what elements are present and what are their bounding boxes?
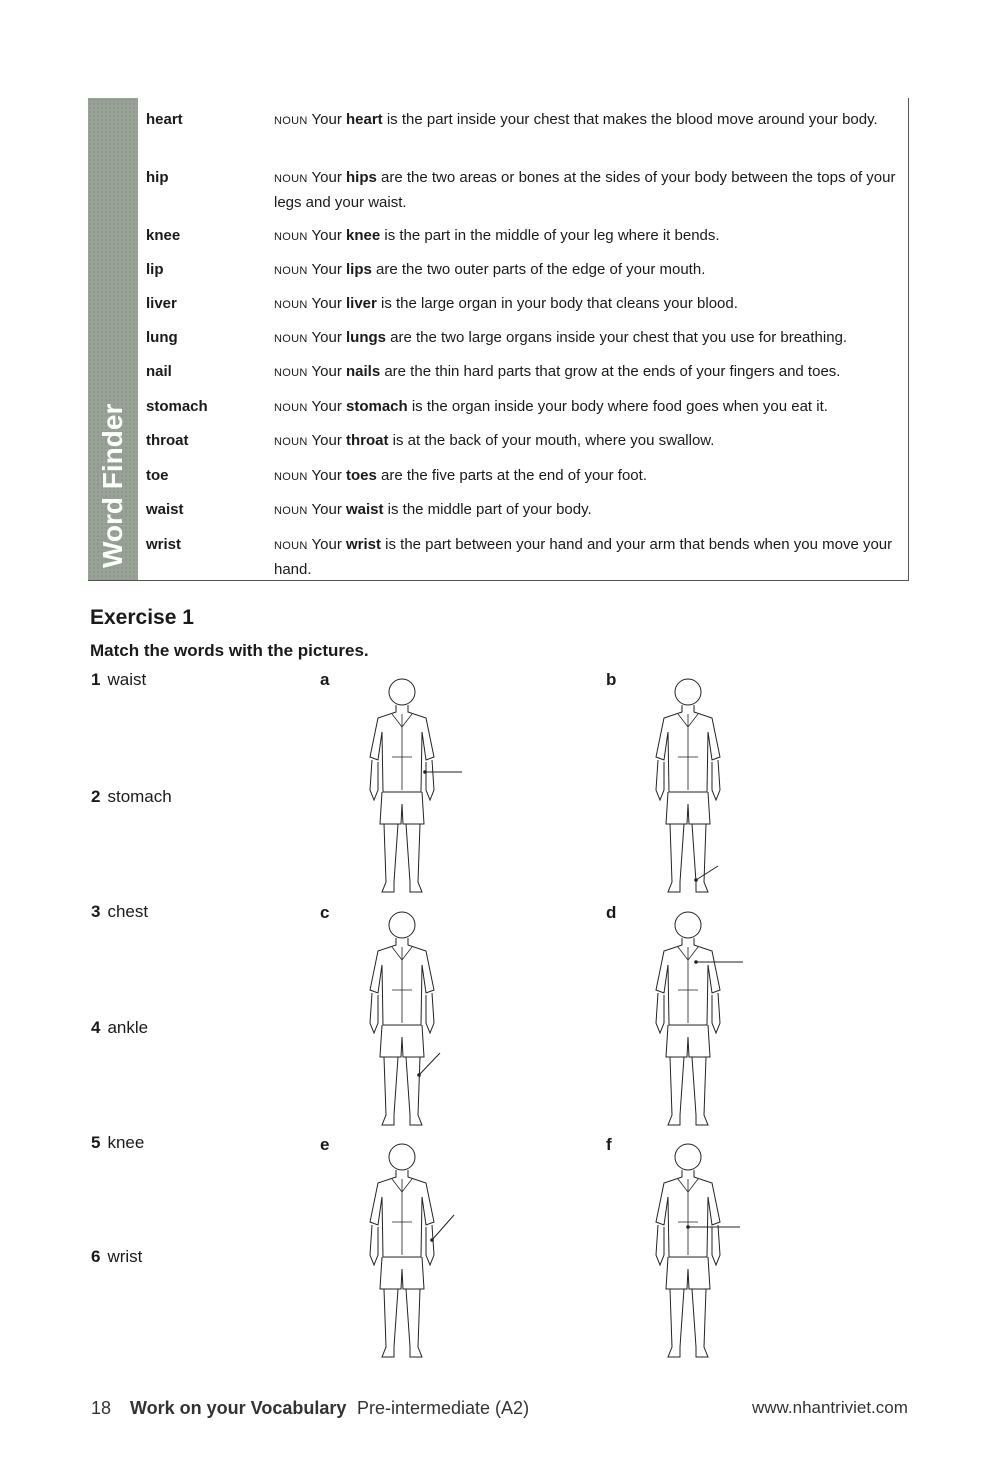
body-figure — [628, 1137, 748, 1367]
part-of-speech: NOUN — [274, 299, 308, 311]
picture-label: d — [606, 903, 617, 922]
def-bold: nails — [345, 363, 381, 380]
entry-word: lip — [146, 261, 164, 278]
def-bold: heart — [345, 111, 383, 128]
entry-word: stomach — [146, 398, 208, 415]
def-bold: lips — [345, 261, 372, 278]
entry-definition — [274, 326, 906, 351]
item-word: waist — [107, 670, 147, 689]
website-url: www.nhantriviet.com — [752, 1398, 908, 1417]
book-title: Work on your Vocabulary — [130, 1398, 347, 1418]
exercise-item — [91, 787, 172, 807]
entry-definition — [274, 258, 906, 283]
def-post: are the two outer parts of the edge of your mouth. — [371, 261, 706, 278]
def-bold: hips — [345, 169, 377, 186]
pointer-arrow — [694, 866, 718, 882]
entry-word: throat — [146, 432, 189, 449]
item-word: stomach — [107, 787, 172, 806]
item-word: knee — [107, 1133, 145, 1152]
entry-word: heart — [146, 111, 183, 128]
body-figure — [628, 905, 748, 1135]
def-pre: Your — [311, 329, 346, 346]
def-post: is the part between your hand and your arm that bends when you move your hand. — [274, 536, 893, 578]
def-bold: knee — [345, 227, 381, 244]
word-finder-box — [88, 98, 909, 581]
def-pre: Your — [311, 169, 346, 186]
item-number: 1 — [91, 670, 101, 689]
entry-word: hip — [146, 169, 169, 186]
word-finder-title: Word Finder — [97, 403, 128, 568]
entry-word: toe — [146, 467, 169, 484]
part-of-speech: NOUN — [274, 265, 308, 277]
def-bold: liver — [345, 295, 377, 312]
pointer-arrow — [686, 1225, 740, 1229]
part-of-speech: NOUN — [274, 471, 308, 483]
exercise-item — [91, 1018, 148, 1038]
part-of-speech: NOUN — [274, 436, 308, 448]
item-word: chest — [107, 902, 149, 921]
entry-word: waist — [146, 501, 184, 518]
part-of-speech: NOUN — [274, 505, 308, 517]
def-post: are the five parts at the end of your foot. — [376, 467, 647, 484]
entry-definition — [274, 224, 906, 249]
picture-label: a — [320, 670, 330, 689]
exercise-title: Exercise 1 — [90, 606, 194, 629]
def-post: is the organ inside your body where food goes when you eat it. — [407, 398, 828, 415]
entry-definition — [274, 166, 906, 214]
entry-word: liver — [146, 295, 177, 312]
def-pre: Your — [311, 261, 346, 278]
word-finder-sidebar — [88, 98, 138, 580]
part-of-speech: NOUN — [274, 402, 308, 414]
item-number: 2 — [91, 787, 101, 806]
page-number: 18 — [91, 1398, 112, 1418]
def-pre: Your — [311, 432, 346, 449]
entry-definition — [274, 360, 906, 385]
def-post: are the two areas or bones at the sides of your body between the tops of your legs and your waist. — [274, 169, 896, 211]
def-post: is the part inside your chest that makes the blood move around your body. — [382, 111, 878, 128]
picture-label: c — [320, 903, 330, 922]
entry-definition — [274, 395, 906, 420]
part-of-speech: NOUN — [274, 115, 308, 127]
def-pre: Your — [311, 295, 346, 312]
entry-definition — [274, 498, 906, 523]
part-of-speech: NOUN — [274, 333, 308, 345]
body-figure — [342, 905, 462, 1135]
def-bold: wrist — [345, 536, 381, 553]
item-number: 3 — [91, 902, 101, 921]
item-number: 6 — [91, 1247, 101, 1266]
entry-word: wrist — [146, 536, 182, 553]
exercise-item — [91, 670, 146, 690]
part-of-speech: NOUN — [274, 173, 308, 185]
item-word: wrist — [107, 1247, 143, 1266]
entry-word: lung — [146, 329, 178, 346]
entry-definition — [274, 464, 906, 489]
def-post: is the middle part of your body. — [383, 501, 592, 518]
def-post: are the thin hard parts that grow at the ends of your fingers and toes. — [380, 363, 841, 380]
def-pre: Your — [311, 467, 346, 484]
def-post: is at the back of your mouth, where you swallow. — [388, 432, 715, 449]
def-post: is the part in the middle of your leg where it bends. — [380, 227, 720, 244]
part-of-speech: NOUN — [274, 231, 308, 243]
picture-label: b — [606, 670, 617, 689]
item-number: 4 — [91, 1018, 101, 1037]
def-post: are the two large organs inside your chest that you use for breathing. — [385, 329, 848, 346]
body-figure — [342, 672, 462, 902]
entry-word: nail — [146, 363, 172, 380]
def-pre: Your — [311, 536, 346, 553]
def-pre: Your — [311, 227, 346, 244]
body-figure — [628, 672, 748, 902]
exercise-item — [91, 1247, 142, 1267]
entry-definition — [274, 533, 906, 581]
part-of-speech: NOUN — [274, 540, 308, 552]
entry-definition — [274, 429, 906, 454]
def-bold: throat — [345, 432, 389, 449]
part-of-speech: NOUN — [274, 367, 308, 379]
picture-label: e — [320, 1135, 330, 1154]
def-bold: lungs — [345, 329, 386, 346]
pointer-arrow — [694, 960, 743, 964]
def-pre: Your — [311, 111, 346, 128]
body-figure — [342, 1137, 462, 1367]
def-bold: waist — [345, 501, 384, 518]
def-post: is the large organ in your body that cleans your blood. — [376, 295, 738, 312]
def-pre: Your — [311, 363, 346, 380]
exercise-instruction: Match the words with the pictures. — [90, 641, 369, 660]
entry-word: knee — [146, 227, 181, 244]
book-level: Pre-intermediate (A2) — [357, 1398, 530, 1418]
def-bold: stomach — [345, 398, 408, 415]
def-pre: Your — [311, 398, 346, 415]
def-pre: Your — [311, 501, 346, 518]
exercise-item — [91, 1133, 144, 1153]
pointer-arrow — [423, 770, 462, 774]
entry-definition — [274, 108, 906, 133]
item-word: ankle — [107, 1018, 149, 1037]
item-number: 5 — [91, 1133, 101, 1152]
def-bold: toes — [345, 467, 377, 484]
entry-definition — [274, 292, 906, 317]
exercise-item — [91, 902, 148, 922]
picture-label: f — [606, 1135, 612, 1154]
